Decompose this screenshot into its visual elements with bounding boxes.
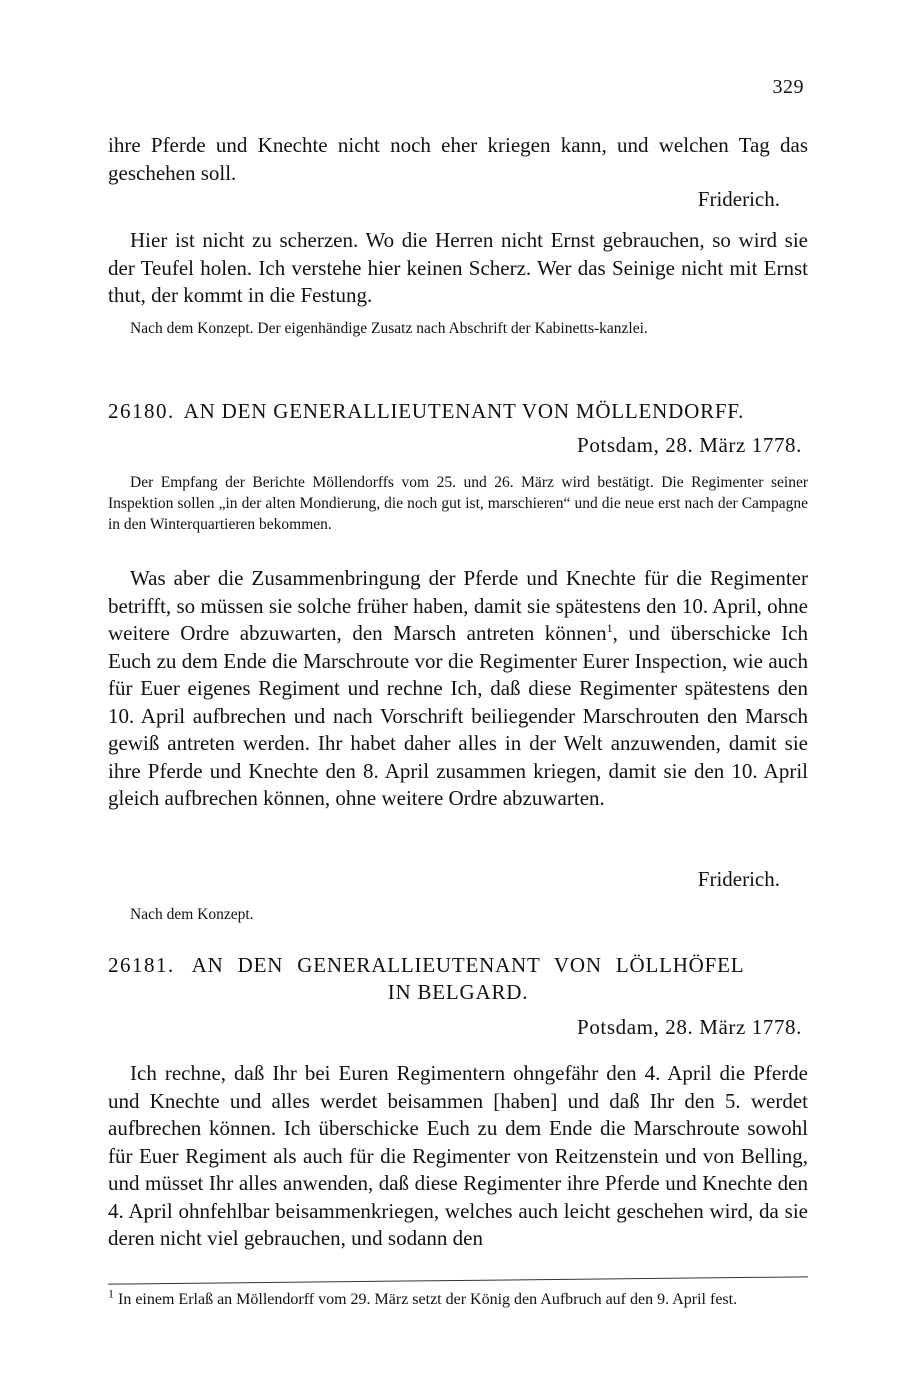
letter-addressee: AN DEN GENERALLIEUTENANT VON MÖLLENDORFF. [183, 399, 745, 423]
letter-number: 26181. [108, 953, 175, 977]
dateline: Potsdam, 28. März 1778. [577, 1015, 802, 1039]
letter-body-26180 [108, 565, 808, 813]
continuation-paragraph: ihre Pferde und Knechte nicht noch eher kriegen kann, und welchen Tag das geschehen soll. [108, 133, 808, 185]
dateline-block [108, 430, 808, 460]
footnote-divider [108, 1276, 808, 1284]
letter-title [108, 952, 808, 979]
letter-text-continued: , und überschicke Ich Euch zu dem Ende die Marschroute vor die Regimenter Eurer Inspection, wie auch für Euer eigenes Regiment und rechne Ich, daß diese Regimenter spätestens den 10. April aufbrechen und nach Vorschrift beiliegender Marschrouten den Marsch gewiß antreten werden. Ihr habet daher alles in der Welt anzuwenden, damit sie ihre Pferde und Knechte den 8. April zusammen kriegen, damit sie den 10. April gleich aufbrechen können, ohne weitere Ordre abzuwarten. [108, 621, 808, 810]
editorial-summary: Der Empfang der Berichte Möllendorffs vom 25. und 26. März wird bestätigt. Die Regimenter seiner Inspektion sollen „in der alten Mondierung, die noch gut ist, marschieren“ und die neue erst nach der Campagne in den Winterquartieren bekommen. [108, 474, 808, 533]
signature: Friderich. [697, 867, 780, 891]
source-note: Nach dem Konzept. [130, 906, 254, 923]
letter-title [108, 398, 808, 425]
footnote-text: In einem Erlaß an Möllendorff vom 29. März setzt der König den Aufbruch auf den 9. April fest. [118, 1291, 738, 1308]
footnote-reference: 1 [606, 621, 613, 635]
signature: Friderich. [697, 187, 780, 211]
letter-paragraph [108, 565, 808, 813]
letter-body-26181 [108, 1060, 808, 1253]
footnote-marker: 1 [108, 1286, 114, 1301]
source-note: Nach dem Konzept. Der eigenhändige Zusatz nach Abschrift der Kabinetts-kanzlei. [130, 320, 648, 337]
source-note-block [108, 318, 808, 339]
letter-heading-26180 [108, 398, 808, 425]
letter-text: Was aber die Zusammenbringung der Pferde und Knechte für die Regimenter betrifft, so müssen sie solche früher haben, damit sie spätestens den 10. April, ohne weitere Ordre abzuwarten, den Marsch antreten können [108, 566, 808, 645]
signature-block [108, 186, 808, 213]
letter-paragraph: Ich rechne, daß Ihr bei Euren Regimentern ohngefähr den 4. April die Pferde und Knechte und alles werdet beisammen [haben] und daß Ihr den 5. werdet aufbrechen können. Ich überschicke Euch zu dem Ende die Marschroute sowohl für Euer Regiment als auch für die Regimenter von Reitzenstein und von Belling, und müsset Ihr alles anwenden, daß diese Regimenter ihre Pferde und Knechte den 4. April ohnfehlbar beisammenkriegen, welches auch leicht geschehen wird, da sie deren nicht viel gebrauchen, und sodann den [108, 1061, 808, 1250]
footnote [108, 1288, 808, 1312]
letter-number: 26180. [108, 399, 175, 423]
source-note-block [108, 904, 808, 925]
signature-block [108, 866, 808, 893]
summary-block [108, 472, 808, 535]
dateline: Potsdam, 28. März 1778. [577, 433, 802, 457]
dateline-block [108, 1012, 808, 1042]
addendum-block [108, 227, 808, 310]
page-number: 329 [772, 76, 804, 98]
autograph-addendum: Hier ist nicht zu scherzen. Wo die Herren nicht Ernst gebrauchen, so wird sie der Teufel holen. Ich verstehe hier keinen Scherz. Wer das Seinige nicht mit Ernst thut, der kommt in die Festung. [108, 228, 808, 307]
section-continuation [108, 132, 808, 187]
letter-addressee: AN DEN GENERALLIEUTENANT VON LÖLLHÖFEL [191, 953, 745, 977]
letter-heading-26181 [108, 952, 808, 1006]
letter-addressee-place: IN BELGARD. [387, 980, 529, 1004]
